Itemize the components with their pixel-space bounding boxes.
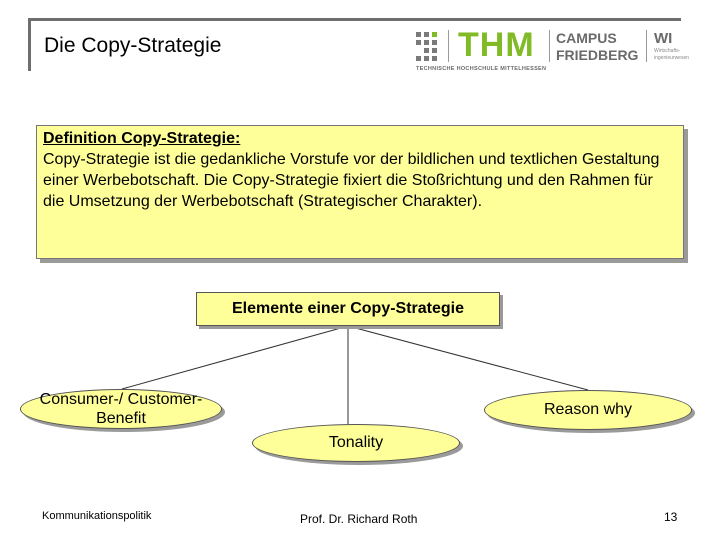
logo-wi-text: WI [654,30,673,47]
node-consumer-benefit: Consumer-/ Customer-Benefit [20,389,222,429]
definition-heading: Definition Copy-Strategie: [43,130,241,147]
slide-title: Die Copy-Strategie [44,34,222,57]
node-tonality: Tonality [252,424,460,462]
logo-wi-sub-line2: ingenieurwesen [654,55,690,61]
connector-line [348,326,588,390]
footer-author: Prof. Dr. Richard Roth [300,512,418,526]
definition-body: Copy-Strategie ist die gedankliche Vorstufe vor der bildlichen und textlichen Gestaltung einer Werbebotschaft. Die Copy-Strategie fixiert die Stoßrichtung und den Rahmen für die Umsetzung der Werbebotschaft (Strategischer Charakter). [43,151,660,210]
page-number: 13 [664,510,678,524]
footer-course: Kommunikationspolitik [42,510,152,522]
logo-campus-line2: FRIEDBERG [556,47,639,63]
node-reason-why: Reason why [484,390,692,430]
logo-thm-text: THM [458,26,535,64]
logo-campus-line1: CAMPUS [556,30,617,46]
diagram-root-box: Elemente einer Copy-Strategie [196,292,500,326]
logo-subtitle: TECHNISCHE HOCHSCHULE MITTELHESSEN [416,66,547,72]
connector-line [122,326,348,389]
logo-wi-sub-line1: Wirtschafts- [654,48,681,54]
